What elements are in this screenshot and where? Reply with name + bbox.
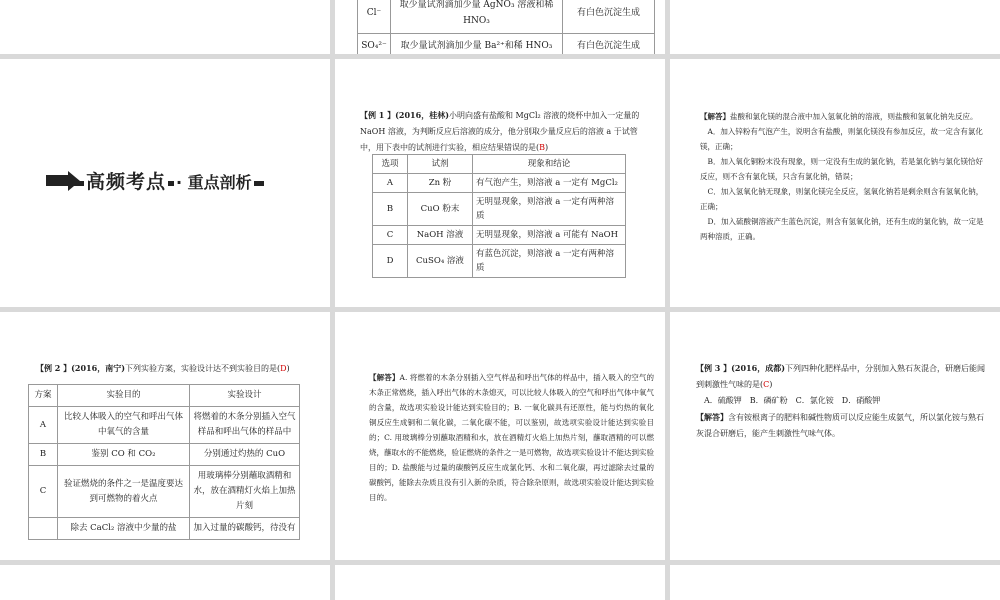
column-header: 实验设计 — [190, 385, 300, 407]
question-stem: 小明向盛有盐酸和 MgCl₂ 溶液的烧杯中加入一定量的 NaOH 溶液，为判断反应后溶液的成分，他分别取少量反应后的溶液 a 于试管中，用下表中的试剂进行实验，相应结果错误的是( — [360, 111, 640, 152]
option-cell: C — [373, 226, 408, 245]
option-cell: A — [29, 407, 58, 444]
question-source: (2016，成都) — [731, 363, 785, 373]
question-1: 【例 1 】(2016，桂林)小明向盛有盐酸和 MgCl₂ 溶液的烧杯中加入一定量的 NaOH 溶液，为判断反应后溶液的成分，他分别取少量反应后的溶液 a 于试管中，用下表中的试剂进行实验，相应结果错误的是(B) — [360, 110, 640, 152]
table-row — [29, 407, 300, 444]
goal-cell: 鉴别 CO 和 CO₂ — [58, 444, 190, 466]
design-cell: 用玻璃棒分别蘸取酒精和水，放在酒精灯火焰上加热片刻 — [190, 466, 300, 518]
question-label: 【例 3 】 — [696, 363, 732, 373]
question-answer: C — [763, 380, 770, 389]
question-options: A．硫酸钾 B．磷矿粉 C．氯化铵 D．硝酸钾 — [704, 396, 881, 405]
question-answer: B — [539, 143, 546, 152]
example1-table — [372, 154, 626, 278]
answer-paragraph: C．加入氢氧化钠无现象，则氯化镁完全反应，氢氧化钠若是剩余则含有氢氧化钠，正确； — [700, 187, 984, 211]
answer-paragraph: 含有铵根离子的肥料和碱性物质可以反应能生成氨气，所以氯化铵与熟石灰混合研磨后，能产生刺激性气味气体。 — [696, 413, 984, 438]
table-row — [373, 193, 626, 226]
option-cell: C — [29, 466, 58, 518]
result-cell: 有白色沉淀生成 — [563, 34, 655, 55]
reagent-cell: 取少量试剂滴加少量 Ba²⁺和稀 HNO₃ — [391, 34, 563, 55]
slide-example-3[interactable] — [670, 312, 1000, 560]
answer-label: 【解答】 — [696, 412, 728, 422]
column-header: 实验目的 — [58, 385, 190, 407]
reagent-cell: 取少量试剂滴加少量 AgNO₃ 溶液和稀 HNO₃ — [391, 0, 563, 34]
question-2: 【例 2 】(2016，南宁)下列实验方案，实验设计达不到实验目的是(D) — [36, 363, 290, 373]
slide-answer-2[interactable] — [335, 312, 665, 560]
slide-bottom-right[interactable] — [670, 565, 1000, 600]
table-row — [29, 466, 300, 518]
example2-table — [28, 384, 300, 540]
reagent-cell: Zn 粉 — [408, 174, 473, 193]
goal-cell: 验证燃烧的条件之一是温度要达到可燃物的着火点 — [58, 466, 190, 518]
slide-top-left[interactable] — [0, 0, 330, 54]
table-header-row — [29, 385, 300, 407]
column-header: 方案 — [29, 385, 58, 407]
question-stem: 下列四种化肥样品中，分别加入熟石灰混合，研磨后能闻到刺激性气味的是( — [696, 364, 985, 389]
table-header-row — [373, 155, 626, 174]
question-label: 【例 2 】 — [36, 363, 72, 373]
arrow-icon — [46, 175, 68, 186]
slide-bottom-middle[interactable] — [335, 565, 665, 600]
ion-cell: SO₄²⁻ — [358, 34, 391, 55]
slide-bottom-left[interactable] — [0, 565, 330, 600]
section-banner — [46, 167, 264, 193]
goal-cell: 比较人体吸入的空气和呼出气体中氧气的含量 — [58, 407, 190, 444]
answer-paragraph: B．加入氧化铜粉末没有现象，则一定没有生成的氯化钠，若是氯化钠与氯化镁恰好反应，则不含有氯化镁，只含有氯化钠，错误； — [700, 157, 984, 181]
question-label: 【例 1 】 — [360, 110, 396, 120]
design-cell: 分别通过灼热的 CuO — [190, 444, 300, 466]
result-cell: 有蓝色沉淀，则溶液 a 一定有两种溶质 — [473, 245, 626, 278]
column-header: 现象和结论 — [473, 155, 626, 174]
option-cell: B — [29, 444, 58, 466]
question-3: 【例 3 】(2016，成都)下列四种化肥样品中，分别加入熟石灰混合，研磨后能闻到刺激性气味的是(C) A．硫酸钾 B．磷矿粉 C．氯化铵 D．硝酸钾 【解答】含有铵根离子的肥料和碱性物质可以反应能生成氨气，所以氯化铵与熟石灰混合研磨后，能产生刺激性气味气体。 — [696, 363, 985, 438]
answer-paragraph: A．加入锌粉有气泡产生，说明含有盐酸，则氯化镁没有参加反应，故一定含有氯化镁，正确； — [700, 127, 983, 151]
slide-top-middle[interactable] — [335, 0, 665, 54]
option-cell — [29, 518, 58, 540]
reagent-cell: NaOH 溶液 — [408, 226, 473, 245]
answer-1 — [700, 109, 990, 244]
answer-paragraph: 盐酸和氯化镁的混合液中加入氢氧化钠的溶液，则盐酸和氢氧化钠先反应。 — [730, 112, 978, 121]
design-cell: 将燃着的木条分别插入空气样品和呼出气体的样品中 — [190, 407, 300, 444]
column-header: 试剂 — [408, 155, 473, 174]
ion-cell: Cl⁻ — [358, 0, 391, 34]
table-row — [373, 245, 626, 278]
option-cell: D — [373, 245, 408, 278]
slide-top-right[interactable] — [670, 0, 1000, 54]
question-source: (2016，南宁) — [71, 363, 125, 373]
question-source: (2016，桂林) — [395, 110, 449, 120]
option-cell: A — [373, 174, 408, 193]
reagent-cell: CuSO₄ 溶液 — [408, 245, 473, 278]
banner-title: 高频考点 — [84, 167, 168, 194]
answer-2 — [369, 370, 654, 505]
answer-label: 【解答】 — [369, 373, 400, 382]
reagent-cell: CuO 粉末 — [408, 193, 473, 226]
design-cell: 加入过量的碳酸钙，待没有 — [190, 518, 300, 540]
goal-cell: 除去 CaCl₂ 溶液中少量的盐 — [58, 518, 190, 540]
answer-label: 【解答】 — [700, 112, 730, 121]
answer-paragraph: A. 将燃着的木条分别插入空气样品和呼出气体的样品中，插入吸入的空气的木条正常燃烧，插入呼出气体的木条熄灭，可以比较人体吸入的空气和呼出气体中氧气的含量，故选项实验设计能达到实验目的；B. 一氧化碳具有还原性，能与灼热的氧化铜反应生成铜和二氧化碳，二氧化碳不能，可以鉴别，故选项实验设计能达到实验目的；C. 用玻璃棒分别蘸取酒精和水，放在酒精灯火焰上加热片刻，蘸取酒精的可以燃烧，蘸取水的不能燃烧，验证燃烧的条件之一是可燃物，故选项实验设计不能达到实验目的；D. 盐酸能与过量的碳酸钙反应生成氯化钙、水和二氧化碳，再过滤除去过量的碳酸钙，能除去杂质且没有引入新的杂质，符合除杂原则，故选项实验设计能达到实验目的。 — [369, 373, 655, 502]
result-cell: 无明显现象，则溶液 a 可能有 NaOH — [473, 226, 626, 245]
table-row — [373, 226, 626, 245]
question-answer: D — [280, 364, 287, 373]
table-row — [29, 444, 300, 466]
banner-subtitle: · 重点剖析 — [174, 170, 254, 193]
table-row — [29, 518, 300, 540]
table-row — [358, 0, 655, 34]
slide-example-1[interactable] — [335, 59, 665, 307]
result-cell: 有气泡产生，则溶液 a 一定有 MgCl₂ — [473, 174, 626, 193]
question-stem: 下列实验方案，实验设计达不到实验目的是( — [124, 364, 281, 373]
column-header: 选项 — [373, 155, 408, 174]
slide-example-2[interactable] — [0, 312, 330, 560]
result-cell: 无明显现象，则溶液 a 一定有两种溶质 — [473, 193, 626, 226]
answer-paragraph: D．加入硫酸铜溶液产生蓝色沉淀，则含有氢氧化钠，还有生成的氯化钠，故一定是两种溶质，正确。 — [700, 217, 984, 241]
table-row — [373, 174, 626, 193]
result-cell: 有白色沉淀生成 — [563, 0, 655, 34]
table-row — [358, 34, 655, 55]
option-cell: B — [373, 193, 408, 226]
slide-answer-1[interactable] — [670, 59, 1000, 307]
ion-test-table — [357, 0, 655, 54]
slide-banner[interactable] — [0, 59, 330, 307]
